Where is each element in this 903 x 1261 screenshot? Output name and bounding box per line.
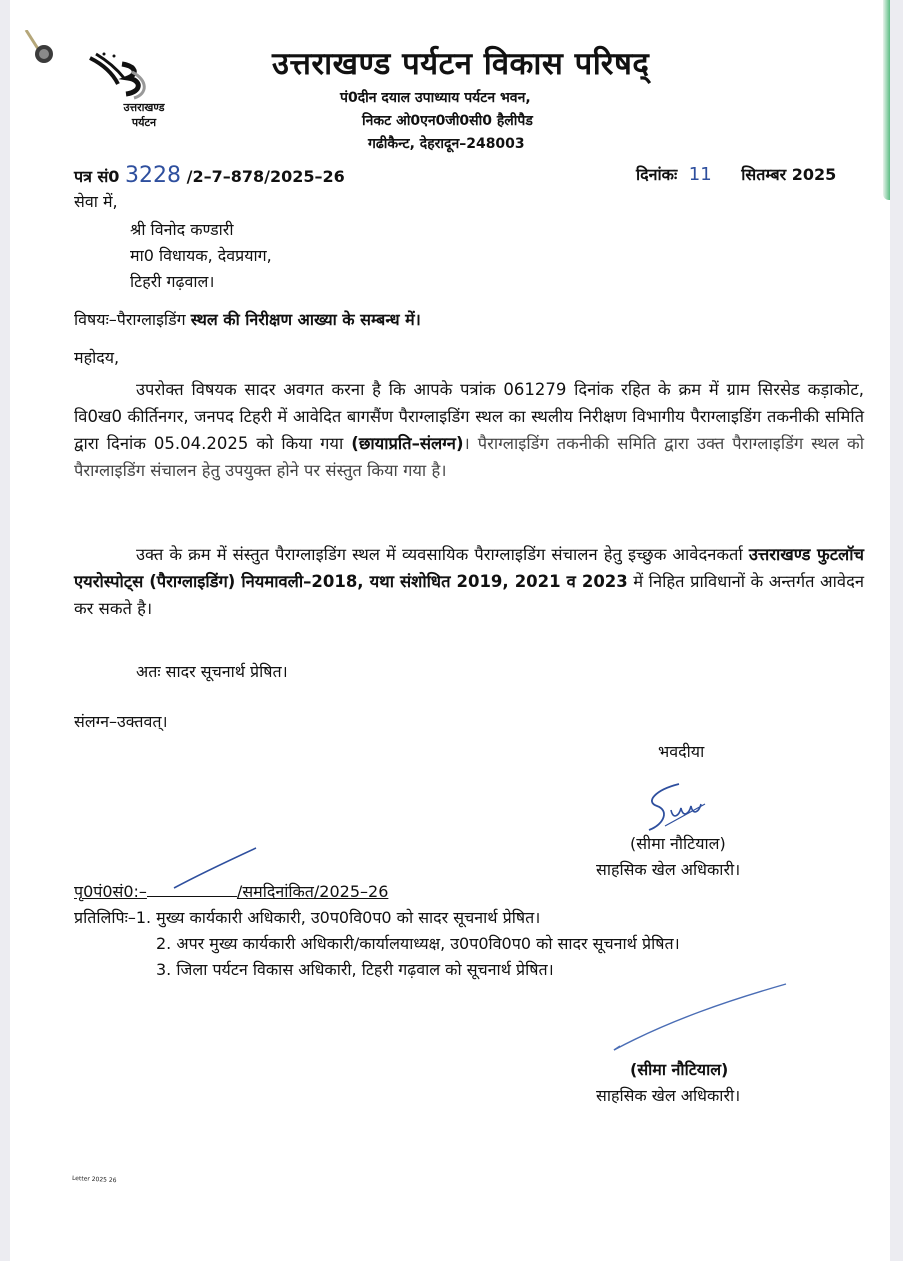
subject-text: स्थल की निरीक्षण आख्या के सम्बन्ध में। — [190, 310, 421, 329]
endorsement-reference — [74, 880, 388, 902]
copy-item-3: 3. जिला पर्यटन विकास अधिकारी, टिहरी गढ़वाल को सूचनार्थ प्रेषित। — [156, 960, 554, 979]
subject-label: विषयः–पैराग्लाइडिंग — [74, 310, 186, 329]
recipient-designation: मा0 विधायक, देवप्रयाग, — [130, 246, 272, 265]
signature-2 — [610, 980, 790, 1054]
pushpin-icon — [24, 30, 58, 66]
reference-label: पत्र सं0 — [74, 167, 120, 186]
endorsement-ref-suffix: /समदिनांकित/2025–26 — [236, 882, 389, 901]
date-label: दिनांकः — [636, 165, 678, 184]
p2-text-a: उक्त के क्रम में संस्तुत पैराग्लाइडिंग स्थल में व्यवसायिक पैराग्लाइडिंग संचालन हेतु इच्छुक आवेदनकर्ता — [136, 545, 743, 564]
logo-caption — [108, 100, 180, 130]
p2-text-b: में निहित प्राविधानों के अन्तर्गत आवेदन कर सकते है। — [74, 572, 865, 618]
org-title: उत्तराखण्ड पर्यटन विकास परिषद् — [272, 46, 650, 82]
address-line-1: पं0दीन दयाल उपाध्याय पर्यटन भवन, — [340, 90, 531, 106]
closing-salutation: भवदीया — [658, 742, 705, 761]
address-line-3: गढीकैन्ट, देहरादून–248003 — [368, 136, 525, 152]
signatory-name-1: (सीमा नौटियाल) — [630, 834, 726, 853]
recipient-place: टिहरी गढ़वाल। — [130, 272, 215, 291]
copy-item-1: 1. मुख्य कार्यकारी अधिकारी, उ0प0वि0प0 को सादर सूचनार्थ प्रेषित। — [135, 908, 541, 927]
recipient-name: श्री विनोद कण्डारी — [130, 220, 234, 239]
date-month-year: सितम्बर 2025 — [741, 165, 837, 184]
salutation-to: सेवा में, — [74, 192, 118, 211]
greeting: महोदय, — [74, 348, 120, 367]
endorsement-ref-label: पृ0पं0सं0:– — [74, 882, 147, 901]
letter-page — [10, 0, 890, 1261]
reference-suffix: /2–7–878/2025–26 — [186, 167, 345, 186]
handwritten-letter-number: 3228 — [125, 163, 182, 188]
body-paragraph-1 — [74, 376, 864, 484]
p1-enclosure-note: (छायाप्रति–संलग्न) — [351, 434, 464, 453]
body-paragraph-2 — [74, 541, 864, 622]
signatory-designation-1: साहसिक खेल अधिकारी। — [596, 860, 741, 879]
body-paragraph-3: अतः सादर सूचनार्थ प्रेषित। — [136, 662, 288, 681]
letter-date — [636, 163, 836, 185]
signatory-designation-2: साहसिक खेल अधिकारी। — [596, 1086, 741, 1105]
signatory-name-2: (सीमा नौटियाल) — [630, 1060, 729, 1079]
copy-item-2: 2. अपर मुख्य कार्यकारी अधिकारी/कार्यालयाध्यक्ष, उ0प0वि0प0 को सादर सूचनार्थ प्रेषित। — [156, 934, 680, 953]
enclosure-line: संलग्न–उक्तवत्। — [74, 712, 168, 731]
footer-file-note: Letter 2025 26 — [71, 1174, 117, 1185]
green-edge-decoration — [883, 0, 890, 200]
logo-caption-line2: पर्यटन — [131, 116, 157, 129]
uttarakhand-tourism-logo — [82, 50, 162, 100]
logo-caption-line1: उत्तराखण्ड — [123, 101, 165, 114]
p2-rules-reference: उत्तराखण्ड फुटलॉच एयरोस्पोट्स (पैराग्लाइडिंग) नियमावली–2018, यथा संशोधित 2019, 2021 व 2023 — [74, 545, 864, 591]
signature-1 — [635, 780, 715, 836]
copy-to-item-1 — [74, 906, 540, 928]
copy-to-label: प्रतिलिपिः– — [74, 908, 136, 927]
address-line-2: निकट ओ0एन0जी0सी0 हैलीपैड — [362, 113, 533, 129]
p1-text-b: । पैराग्लाइडिंग तकनीकी समिति द्वारा उक्त पैराग्लाइडिंग स्थल को पैराग्लाइडिंग संचालन हेतु उपयुक्त होने पर संस्तुत किया गया है। — [74, 434, 864, 480]
reference-number — [74, 163, 345, 188]
handwritten-day: 11 — [688, 164, 712, 185]
p1-text-a: उपरोक्त विषयक सादर अवगत करना है कि आपके पत्रांक 061279 दिनांक रहित के क्रम में ग्राम सिरसेड कड़ाकोट, वि0ख0 कीर्तिनगर, जनपद टिहरी में आवेदित बागसैंण पैराग्लाइडिंग स्थल का स्थलीय निरीक्षण विभागीय पैराग्लाइडिंग तकनीकी समिति द्वारा दिनांक 05.04.2025 को किया गया — [74, 380, 864, 453]
subject-line — [74, 308, 421, 330]
